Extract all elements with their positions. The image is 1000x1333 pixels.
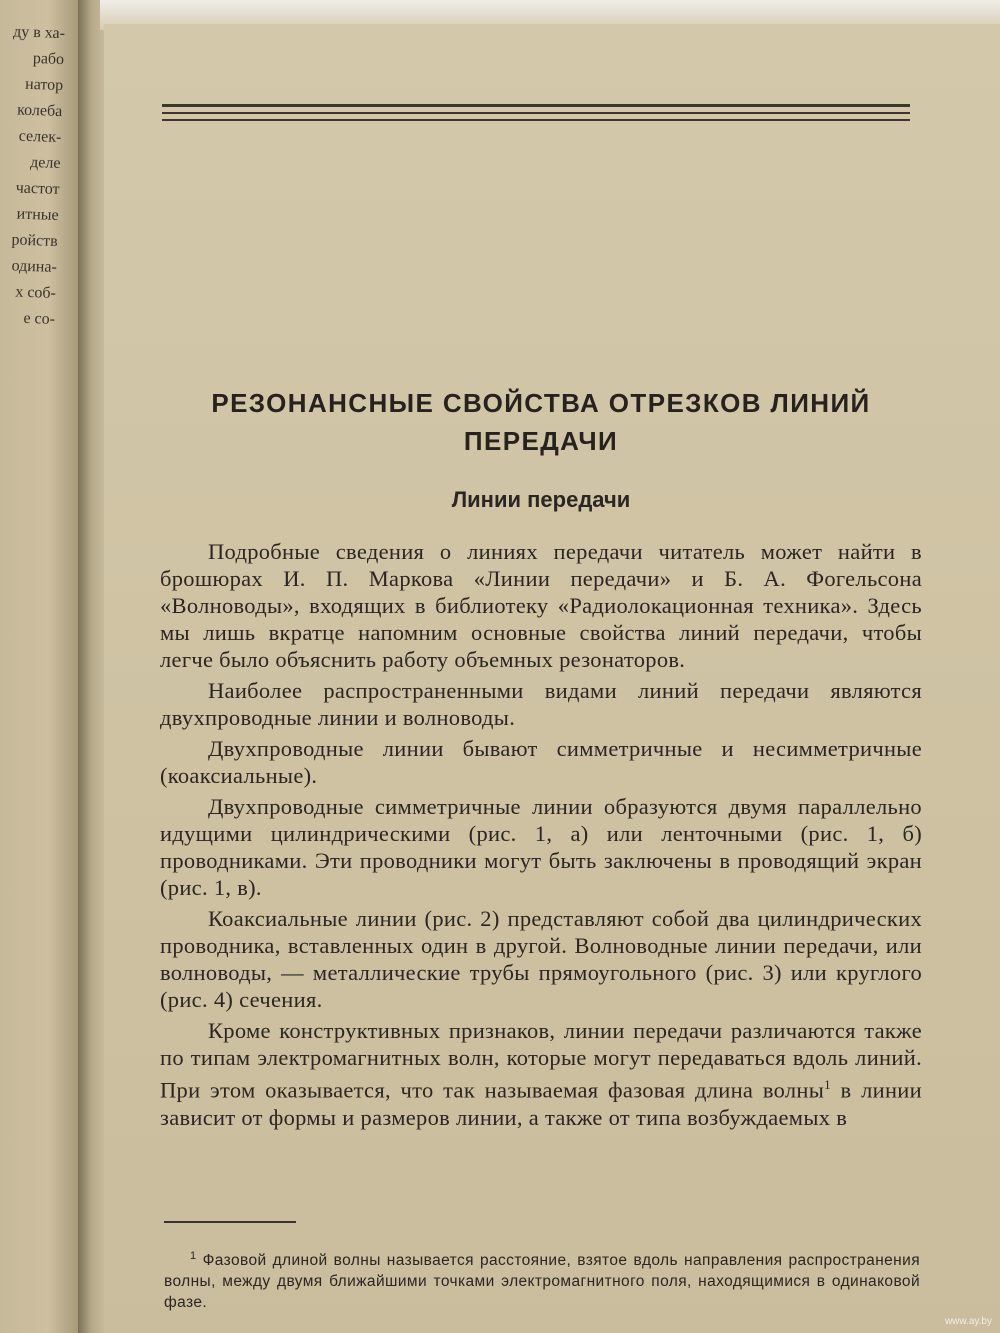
paragraph-text: Кроме конструктивных признаков, линии передачи различаются также по типам электромагнитных волн, которые могут передаваться вдоль линий. При этом оказывается, что так называемая фазовая длина волны xyxy=(160,1018,922,1103)
footnote-text: Фазовой длиной волны называется расстояние, взятое вдоль направления распространения волны, между двумя ближайшими точками электромагнитного поля, находящимися в одинаковой фазе. xyxy=(164,1252,920,1312)
paragraph: Двухпроводные симметричные линии образуются двумя параллельно идущими цилиндрическими (рис. 1, а) или ленточными (рис. 1, б) проводниками. Эти проводники могут быть заключены в проводящий экран (рис. 1, в). xyxy=(160,794,922,900)
footnote-reference: 1 xyxy=(824,1077,831,1092)
facing-line: частот xyxy=(15,179,60,199)
footnote xyxy=(164,1246,920,1313)
footnote-mark: 1 xyxy=(190,1250,197,1262)
facing-line: рабо xyxy=(32,50,65,69)
facing-line: итные xyxy=(16,205,59,225)
paragraph xyxy=(160,1017,922,1131)
facing-line: х соб- xyxy=(15,283,57,302)
facing-line: колеба xyxy=(16,101,63,121)
paragraph: Двухпроводные линии бывают симметричные и несимметричные (коаксиальные). xyxy=(160,736,922,788)
facing-line: одина- xyxy=(11,257,58,276)
paragraph: Наиболее распространенными видами линий передачи являются двухпроводные линии и волноводы. xyxy=(160,678,922,730)
chapter-title: РЕЗОНАНСНЫЕ СВОЙСТВА ОТРЕЗКОВ ЛИНИЙ ПЕРЕДАЧИ xyxy=(211,388,871,456)
paragraph-text: в линии зависит от формы и размеров линии, а также от типа возбуждаемых в xyxy=(160,1077,922,1130)
facing-line: деле xyxy=(29,154,61,173)
facing-page-text xyxy=(0,19,65,333)
page-content xyxy=(160,384,922,1135)
facing-page xyxy=(0,0,80,1333)
header-ornament-rule xyxy=(162,104,910,130)
paragraph: Подробные сведения о линиях передачи читатель может найти в брошюрах И. П. Маркова «Линии передачи» и Б. А. Фогельсона «Волноводы», входящих в библиотеку «Радиолокационная техника». Здесь мы лишь вкратце напомним основные свойства линий передачи, чтобы легче было объяснить работу объемных резонаторов. xyxy=(160,539,922,672)
facing-line: е со- xyxy=(23,309,56,328)
footnote-divider xyxy=(164,1221,296,1223)
facing-line: ройств xyxy=(11,231,59,251)
facing-line: натор xyxy=(24,75,64,95)
watermark: www.ay.by xyxy=(944,1316,992,1327)
paragraph: Коаксиальные линии (рис. 2) представляют собой два цилиндрических проводника, вставленных один в другой. Волноводные линии передачи, или волноводы, — металлические трубы прямоугольного (рис. 3) или круглого (рис. 4) сечения. xyxy=(160,906,922,1012)
section-heading: Линии передачи xyxy=(451,487,631,512)
facing-line: ду в ха- xyxy=(12,23,66,43)
facing-line: селек- xyxy=(18,127,62,147)
